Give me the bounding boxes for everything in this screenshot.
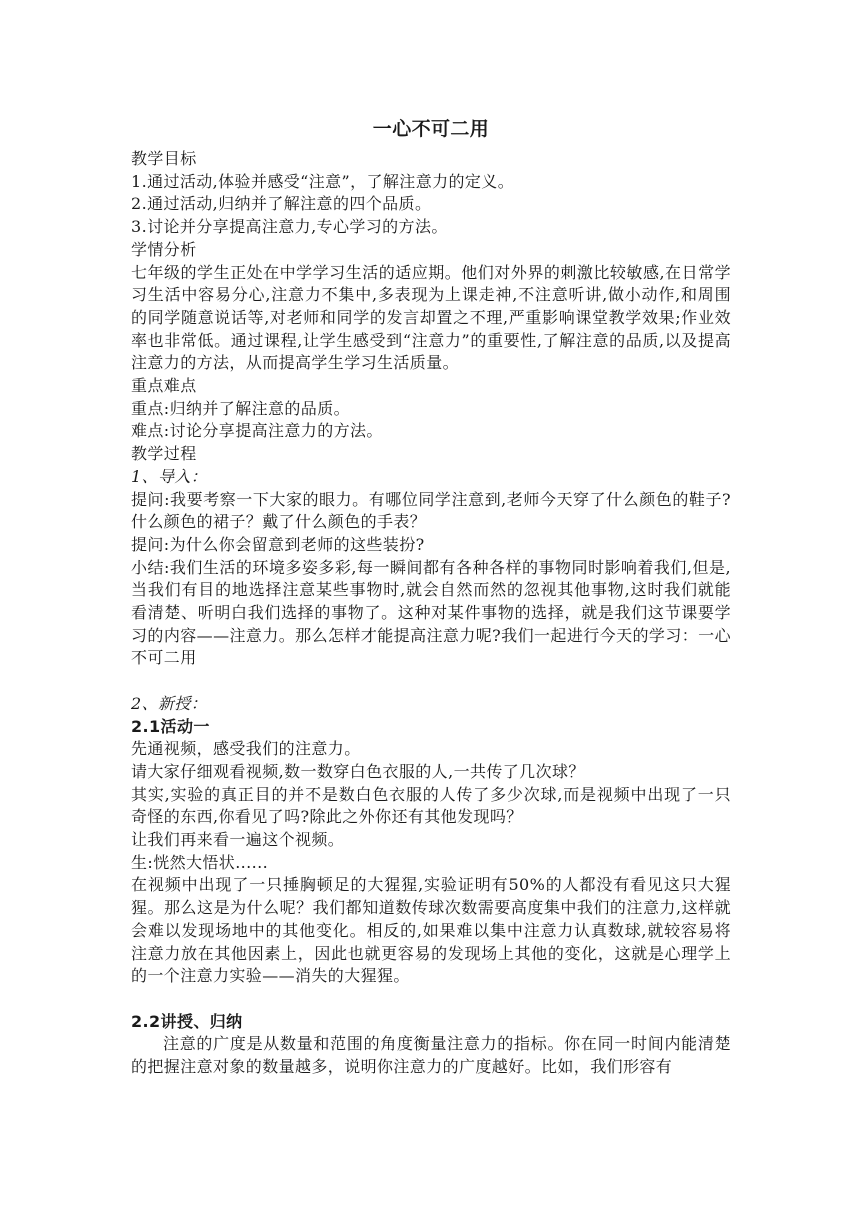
section-heading-analysis: 学情分析	[131, 239, 197, 259]
key-point-item: 重点:归纳并了解注意的品质。	[131, 398, 350, 418]
analysis-paragraph: 七年级的学生正处在中学学习生活的适应期。他们对外界的刺激比较敏感,在日常学习生活中容易分心,注意力不集中,多表现为上课走神,不注意听讲,做小动作,和周围的同学随意说话等,对老师和同学的发言却置之不理,严重影响课堂教学效果;作业效率也非常低。通过课程,让学生感受到“注意力”的重要性,了解注意的品质,以及提高注意力的方法，从而提高学生学习生活质量。	[131, 262, 731, 373]
activity-paragraph: 请大家仔细观看视频,数一数穿白色衣服的人,一共传了几次球？	[131, 761, 585, 781]
activity-paragraph: 生:恍然大悟状......	[131, 852, 269, 872]
intro-paragraph: 提问:为什么你会留意到老师的这些装扮?	[131, 534, 425, 554]
activity-heading-2: 2.2讲授、归纳	[131, 1011, 243, 1031]
activity-heading-1: 2.1活动一	[131, 716, 210, 736]
objective-item: 3.讨论并分享提高注意力,专心学习的方法。	[131, 217, 448, 237]
objective-item: 2.通过活动,归纳并了解注意的四个品质。	[131, 194, 432, 214]
blank-line	[131, 670, 731, 693]
step-label-new: 2、新授：	[131, 693, 208, 713]
activity-paragraph: 让我们再来看一遍这个视频。	[131, 830, 345, 850]
document-title: 一心不可二用	[372, 118, 490, 140]
intro-paragraph: 提问:我要考察一下大家的眼力。有哪位同学注意到,老师今天穿了什么颜色的鞋子?什么颜色的裙子？戴了什么颜色的手表？	[131, 489, 731, 532]
section-heading-objectives: 教学目标	[131, 149, 197, 168]
key-point-item: 难点:讨论分享提高注意力的方法。	[131, 421, 383, 441]
section-heading-process: 教学过程	[131, 444, 197, 464]
section-heading-key-points: 重点难点	[131, 376, 197, 396]
activity-paragraph: 先通视频，感受我们的注意力。	[131, 739, 361, 759]
activity-paragraph: 其实,实验的真正目的并不是数白色衣服的人传了多少次球,而是视频中出现了一只奇怪的东西,你看见了吗?除此之外你还有其他发现吗？	[131, 784, 731, 827]
objective-item: 1.通过活动,体验并感受“注意”，了解注意力的定义。	[131, 171, 515, 191]
lecture-paragraph: 注意的广度是从数量和范围的角度衡量注意力的指标。你在同一时间内能清楚的把握注意对象的数量越多，说明你注意力的广度越好。比如，我们形容有	[131, 1034, 731, 1077]
activity-paragraph: 在视频中出现了一只捶胸顿足的大猩猩,实验证明有50%的人都没有看见这只大猩猩。那么这是为什么呢？我们都知道数传球次数需要高度集中我们的注意力,这样就会难以发现场地中的其他变化。相反的,如果难以集中注意力认真数球,就较容易将注意力放在其他因素上，因此也就更容易的发现场上其他的变化，这就是心理学上的一个注意力实验——消失的大猩猩。	[131, 875, 731, 986]
blank-line	[131, 988, 731, 1011]
step-label-intro: 1、导入：	[131, 466, 208, 486]
document-page	[131, 116, 731, 1079]
intro-paragraph: 小结:我们生活的环境多姿多彩,每一瞬间都有各种各样的事物同时影响着我们,但是,当我们有目的地选择注意某些事物时,就会自然而然的忽视其他事物,这时我们就能看清楚、听明白我们选择的事物了。这种对某件事物的选择，就是我们这节课要学习的内容——注意力。那么怎样才能提高注意力呢?我们一起进行今天的学习：一心不可二用	[131, 557, 731, 668]
